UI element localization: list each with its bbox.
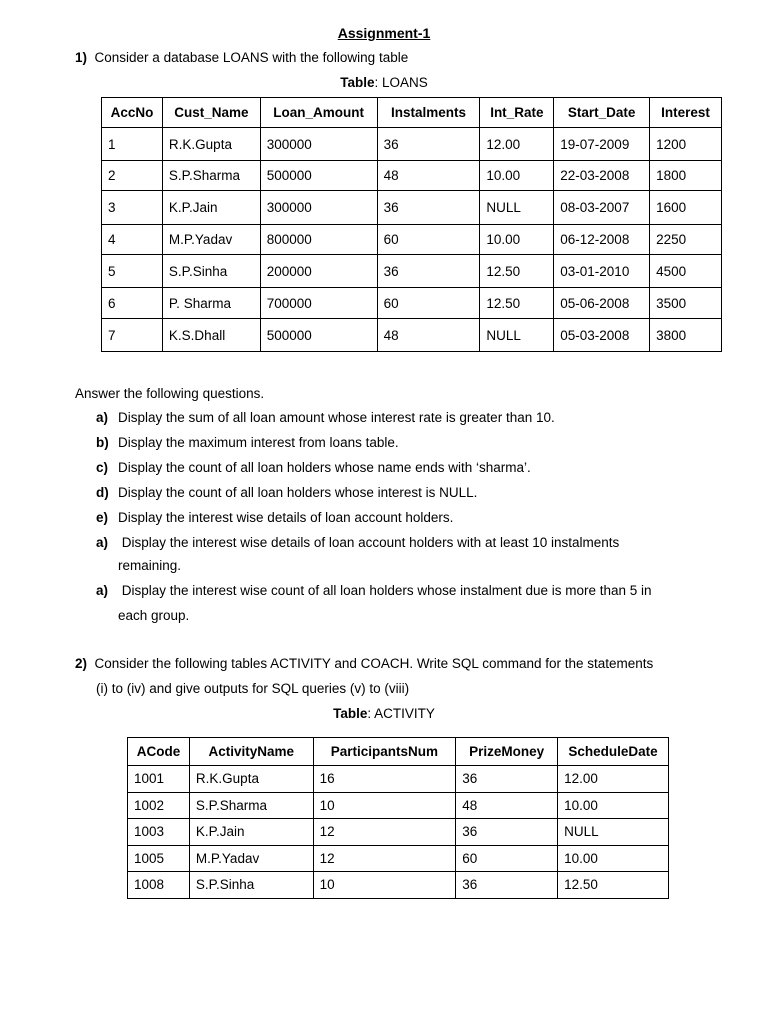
table-cell: 3500: [650, 288, 722, 319]
column-header: Loan_Amount: [260, 98, 377, 128]
table-row: [102, 288, 722, 319]
question-label: a): [96, 535, 109, 550]
table-cell: 3800: [650, 319, 722, 352]
question-list: [96, 410, 736, 630]
table-cell: K.S.Dhall: [162, 319, 260, 352]
question-continuation: each group.: [118, 608, 190, 623]
table-cell: 12.50: [558, 872, 669, 899]
table-row: [128, 819, 669, 846]
question-label: d): [96, 485, 109, 500]
column-header: ParticipantsNum: [313, 738, 456, 766]
table-cell: 7: [102, 319, 163, 352]
table-cell: 05-06-2008: [554, 288, 650, 319]
question-text: Display the count of all loan holders whose name ends with ‘sharma’.: [118, 460, 531, 475]
table-cell: P. Sharma: [162, 288, 260, 319]
table-cell: 12.50: [480, 255, 554, 288]
activity-caption-label: Table: [333, 706, 368, 721]
activity-header-row: [128, 738, 669, 766]
column-header: Int_Rate: [480, 98, 554, 128]
table-cell: 500000: [260, 161, 377, 191]
question-label: a): [96, 583, 109, 598]
table-cell: S.P.Sinha: [189, 872, 313, 899]
table-row: [102, 161, 722, 191]
table-cell: NULL: [558, 819, 669, 846]
table-cell: 10.00: [480, 225, 554, 255]
question-item: [96, 485, 477, 500]
table-cell: 1200: [650, 128, 722, 161]
table-cell: 48: [456, 792, 558, 819]
table-cell: 1005: [128, 845, 190, 872]
table-cell: 10.00: [558, 845, 669, 872]
table-cell: 60: [456, 845, 558, 872]
activity-caption-name: : ACTIVITY: [367, 706, 435, 721]
table-cell: 48: [377, 161, 480, 191]
question-label: c): [96, 460, 109, 475]
column-header: Cust_Name: [162, 98, 260, 128]
answer-intro: Answer the following questions.: [75, 386, 265, 401]
table-cell: 36: [377, 191, 480, 225]
loans-header-row: [102, 98, 722, 128]
table-cell: 16: [313, 766, 456, 793]
table-cell: 800000: [260, 225, 377, 255]
table-cell: 36: [377, 255, 480, 288]
table-cell: 48: [377, 319, 480, 352]
question-item: [96, 583, 652, 598]
column-header: Interest: [650, 98, 722, 128]
table-cell: 6: [102, 288, 163, 319]
table-cell: R.K.Gupta: [162, 128, 260, 161]
table-cell: 36: [456, 766, 558, 793]
question-2-number: 2): [75, 656, 88, 671]
table-cell: 1800: [650, 161, 722, 191]
table-cell: M.P.Yadav: [162, 225, 260, 255]
table-cell: S.P.Sinha: [162, 255, 260, 288]
table-cell: 03-01-2010: [554, 255, 650, 288]
table-cell: 1600: [650, 191, 722, 225]
table-row: [102, 191, 722, 225]
table-cell: 2250: [650, 225, 722, 255]
table-cell: 12.00: [558, 766, 669, 793]
table-row: [128, 872, 669, 899]
table-cell: R.K.Gupta: [189, 766, 313, 793]
column-header: Start_Date: [554, 98, 650, 128]
page-title: Assignment-1: [337, 25, 431, 41]
question-1-text: [75, 50, 408, 65]
table-cell: 22-03-2008: [554, 161, 650, 191]
question-2-text: [75, 656, 653, 671]
loans-table: [101, 97, 722, 352]
question-label: a): [96, 410, 109, 425]
table-cell: 500000: [260, 319, 377, 352]
table-cell: 10.00: [558, 792, 669, 819]
table-cell: 5: [102, 255, 163, 288]
column-header: ScheduleDate: [558, 738, 669, 766]
question-item: [96, 460, 531, 475]
table-cell: 700000: [260, 288, 377, 319]
table-cell: 1003: [128, 819, 190, 846]
table-cell: 4: [102, 225, 163, 255]
table-cell: M.P.Yadav: [189, 845, 313, 872]
table-cell: 300000: [260, 191, 377, 225]
table-cell: NULL: [480, 191, 554, 225]
table-row: [128, 766, 669, 793]
question-text: Display the interest wise details of loan account holders with at least 10 instalments: [118, 535, 620, 550]
question-item: [96, 535, 619, 550]
question-1-number: 1): [75, 50, 88, 65]
table-cell: 12.00: [480, 128, 554, 161]
question-text: Display the interest wise count of all loan holders whose instalment due is more than 5 in: [118, 583, 652, 598]
table-cell: S.P.Sharma: [189, 792, 313, 819]
question-label: e): [96, 510, 109, 525]
table-row: [102, 255, 722, 288]
question-2-statement-line2: (i) to (iv) and give outputs for SQL queries (v) to (viii): [96, 681, 410, 696]
question-text: Display the count of all loan holders whose interest is NULL.: [118, 485, 478, 500]
table-cell: 08-03-2007: [554, 191, 650, 225]
table-cell: K.P.Jain: [162, 191, 260, 225]
activity-table-caption: [0, 706, 768, 721]
question-1-statement: Consider a database LOANS with the following table: [94, 50, 409, 65]
question-2-statement-line1: Consider the following tables ACTIVITY and COACH. Write SQL command for the statements: [94, 656, 654, 671]
loans-caption-label: Table: [340, 75, 375, 90]
table-cell: 60: [377, 225, 480, 255]
question-item: [96, 435, 399, 450]
question-continuation: remaining.: [118, 558, 182, 573]
question-text: Display the interest wise details of loan account holders.: [118, 510, 454, 525]
table-cell: 36: [456, 819, 558, 846]
table-cell: 36: [377, 128, 480, 161]
question-item: [96, 410, 555, 425]
question-item: [96, 510, 453, 525]
column-header: Instalments: [377, 98, 480, 128]
table-cell: 1001: [128, 766, 190, 793]
table-cell: 1002: [128, 792, 190, 819]
table-cell: S.P.Sharma: [162, 161, 260, 191]
table-cell: 12.50: [480, 288, 554, 319]
column-header: PrizeMoney: [456, 738, 558, 766]
question-text: Display the sum of all loan amount whose interest rate is greater than 10.: [118, 410, 555, 425]
question-label: b): [96, 435, 109, 450]
table-row: [102, 319, 722, 352]
table-row: [128, 845, 669, 872]
loans-caption-name: : LOANS: [374, 75, 428, 90]
question-text: Display the maximum interest from loans table.: [118, 435, 399, 450]
table-cell: 1008: [128, 872, 190, 899]
table-cell: 4500: [650, 255, 722, 288]
table-row: [128, 792, 669, 819]
table-cell: 12: [313, 819, 456, 846]
column-header: ACode: [128, 738, 190, 766]
table-row: [102, 225, 722, 255]
table-cell: NULL: [480, 319, 554, 352]
table-cell: 200000: [260, 255, 377, 288]
table-cell: 12: [313, 845, 456, 872]
table-cell: 2: [102, 161, 163, 191]
table-cell: 1: [102, 128, 163, 161]
table-cell: 10: [313, 792, 456, 819]
column-header: ActivityName: [189, 738, 313, 766]
table-cell: 60: [377, 288, 480, 319]
loans-table-caption: [0, 75, 768, 90]
activity-table: [127, 737, 669, 899]
column-header: AccNo: [102, 98, 163, 128]
table-cell: 06-12-2008: [554, 225, 650, 255]
table-cell: 300000: [260, 128, 377, 161]
table-row: [102, 128, 722, 161]
table-cell: 10.00: [480, 161, 554, 191]
table-cell: 05-03-2008: [554, 319, 650, 352]
table-cell: 10: [313, 872, 456, 899]
table-cell: K.P.Jain: [189, 819, 313, 846]
table-cell: 36: [456, 872, 558, 899]
table-cell: 3: [102, 191, 163, 225]
table-cell: 19-07-2009: [554, 128, 650, 161]
